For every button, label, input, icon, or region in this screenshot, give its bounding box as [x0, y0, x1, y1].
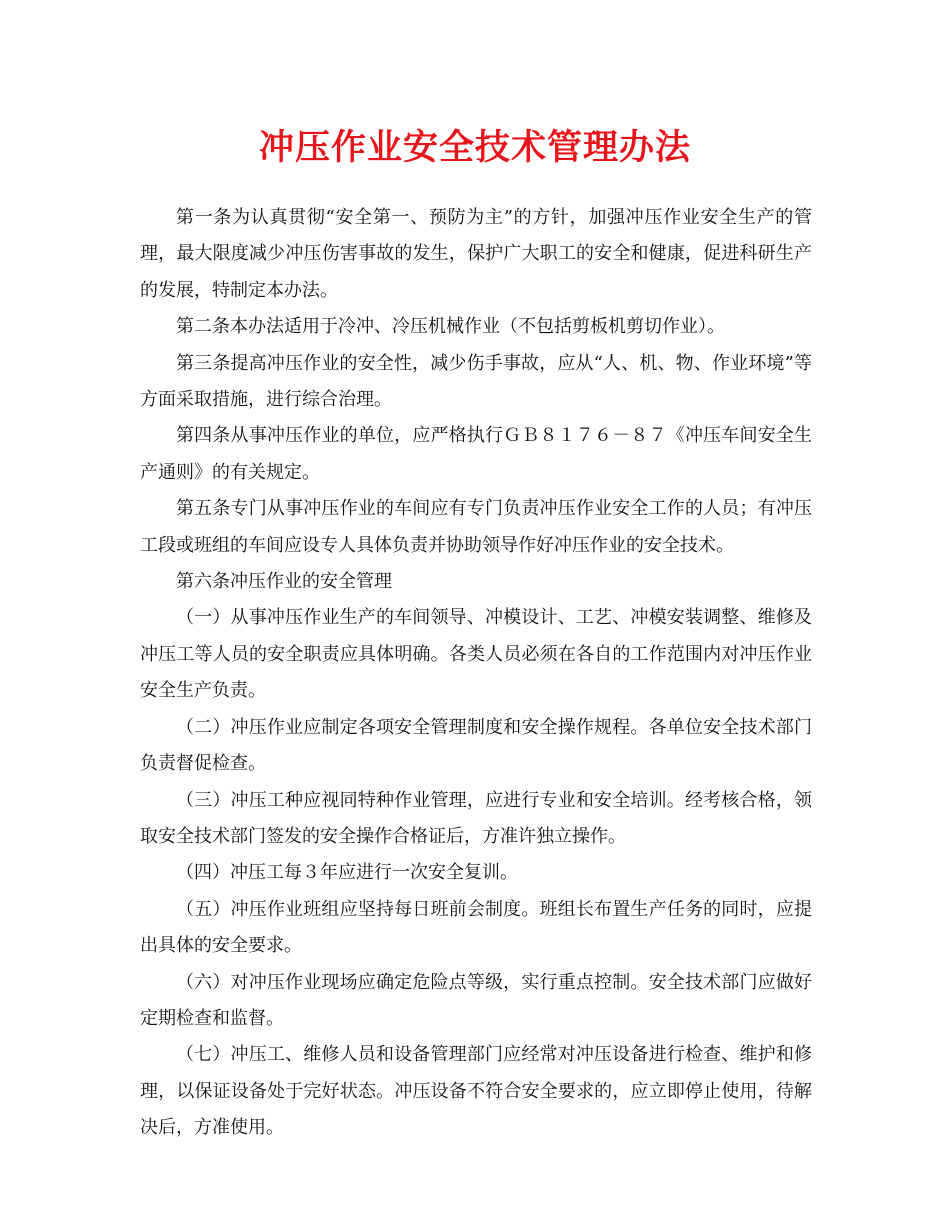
- paragraph-article-3: 第三条提高冲压作业的安全性，减少伤手事故，应从“人、机、物、作业环境”等方面采取措施，进行综合治理。: [140, 352, 812, 411]
- document-body: [140, 200, 812, 1147]
- paragraph-article-4: 第四条从事冲压作业的单位，应严格执行ＧＢ８１７６－８７《冲压车间安全生产通则》的有关规定。: [140, 425, 812, 483]
- paragraph-item-5: （五）冲压作业班组应坚持每日班前会制度。班组长布置生产任务的同时，应提出具体的安全要求。: [140, 898, 812, 957]
- paragraph-article-2: 第二条本办法适用于冷冲、冷压机械作业（不包括剪板机剪切作业）。: [176, 316, 725, 338]
- paragraph-item-4: （四）冲压工每３年应进行一次安全复训。: [176, 862, 518, 884]
- paragraph-article-1: 第一条为认真贯彻“安全第一、预防为主”的方针，加强冲压作业安全生产的管理，最大限度减少冲压伤害事故的发生，保护广大职工的安全和健康，促进科研生产的发展，特制定本办法。: [140, 207, 812, 301]
- paragraph-item-6: （六）对冲压作业现场应确定危险点等级，实行重点控制。安全技术部门应做好定期检查和监督。: [140, 971, 812, 1029]
- document-title: 冲压作业安全技术管理办法: [258, 127, 691, 168]
- paragraph-article-5: 第五条专门从事冲压作业的车间应有专门负责冲压作业安全工作的人员；有冲压工段或班组的车间应设专人具体负责并协助领导作好冲压作业的安全技术。: [140, 498, 812, 556]
- paragraph-item-2: （二）冲压作业应制定各项安全管理制度和安全操作规程。各单位安全技术部门负责督促检查。: [140, 716, 812, 775]
- paragraph-article-6-heading: 第六条冲压作业的安全管理: [176, 571, 392, 593]
- paragraph-item-7: （七）冲压工、维修人员和设备管理部门应经常对冲压设备进行检查、维护和修理，以保证设备处于完好状态。冲压设备不符合安全要求的，应立即停止使用，待解决后，方准使用。: [140, 1044, 812, 1139]
- paragraph-item-1: （一）从事冲压作业生产的车间领导、冲模设计、工艺、冲模安装调整、维修及冲压工等人员的安全职责应具体明确。各类人员必须在各自的工作范围内对冲压作业安全生产负责。: [140, 607, 812, 702]
- paragraph-item-3: （三）冲压工种应视同特种作业管理，应进行专业和安全培训。经考核合格，领取安全技术部门签发的安全操作合格证后，方准许独立操作。: [140, 789, 812, 847]
